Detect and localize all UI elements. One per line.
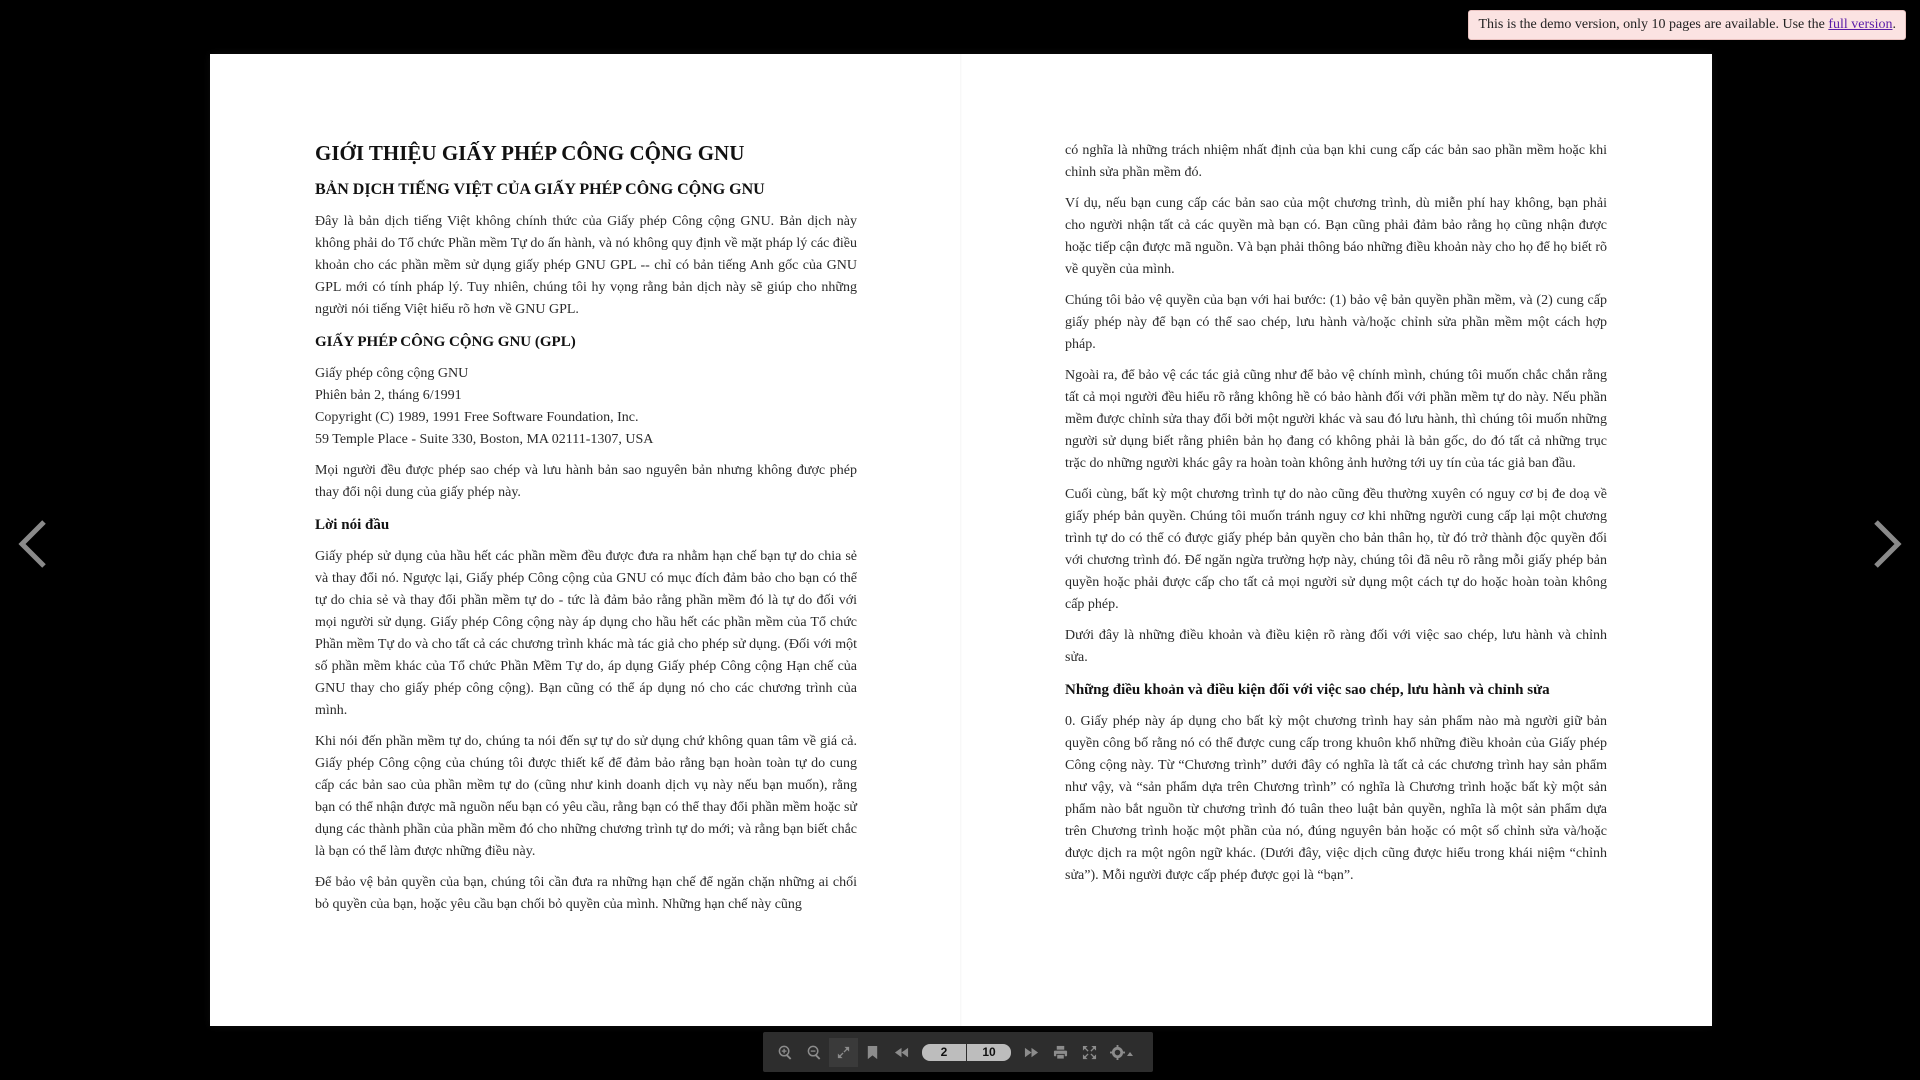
fit-view-button[interactable] xyxy=(829,1038,858,1067)
license-info-line: Copyright (C) 1989, 1991 Free Software Foundation, Inc. xyxy=(315,410,639,425)
print-icon xyxy=(1053,1045,1068,1060)
viewer-toolbar xyxy=(763,1032,1153,1072)
last-page-button[interactable] xyxy=(1017,1038,1046,1067)
copy-notice: Mọi người đều được phép sao chép và lưu hành bản sao nguyên bản nhưng không được phép thay đổi nội dung của giấy phép này. xyxy=(315,463,857,500)
settings-menu-button[interactable] xyxy=(1104,1038,1138,1067)
previous-page-button[interactable] xyxy=(14,516,54,572)
gpl-heading: GIẤY PHÉP CÔNG CỘNG GNU (GPL) xyxy=(315,334,576,350)
term-paragraph: 0. Giấy phép này áp dụng cho bất kỳ một chương trình hay sản phẩm nào mà người giữ bản quyền công bố rằng nó có thể được cung cấp trong khuôn khổ những điều khoản của Giấy phép Công cộng này. Từ “Chương trình” dưới đây có nghĩa là tất cả các chương trình hay sản phẩm như vậy, và “sản phẩm dựa trên Chương trình” có nghĩa là Chương trình hoặc bất kỳ một sản phẩm nào bắt nguồn từ chương trình đó tuân theo luật bản quyền, nghĩa là một sản phẩm dựa trên Chương trình hoặc một phần của nó, đúng nguyên bản hoặc có một số chỉnh sửa và/hoặc được dịch ra một ngôn ngữ khác. (Dưới đây, việc dịch cũng được hiểu trong khái niệm “chỉnh sửa”). Mỗi người được cấp phép được gọi là “bạn”. xyxy=(1065,714,1607,883)
demo-version-banner xyxy=(1468,10,1906,40)
page-fold xyxy=(960,54,962,1026)
first-page-button[interactable] xyxy=(887,1038,916,1067)
zoom-out-icon xyxy=(807,1045,822,1060)
print-button[interactable] xyxy=(1046,1038,1075,1067)
body-paragraph: có nghĩa là những trách nhiệm nhất định của bạn khi cung cấp các bản sao phần mềm hoặc khi chỉnh sửa phần mềm đó. xyxy=(1065,143,1607,180)
total-pages: 10 xyxy=(967,1044,1011,1061)
body-paragraph: Khi nói đến phần mềm tự do, chúng ta nói đến sự tự do sử dụng chứ không quan tâm về giá cả. Giấy phép Công cộng của chúng tôi được thiết kế để đảm bảo rằng bạn hoàn toàn tự do cung cấp các bản sao của phần mềm tự do (cũng như kinh doanh dịch vụ này nếu bạn muốn), rằng bạn có thể nhận được mã nguồn nếu bạn có yêu cầu, rằng bạn có thể thay đổi phần mềm hoặc sử dụng các thành phần của phần mềm đó cho những chương trình tự do mới; và rằng bạn biết chắc là bạn có thể làm được những điều này. xyxy=(315,734,857,859)
page-indicator xyxy=(922,1044,1011,1061)
demo-banner-text: This is the demo version, only 10 pages are available. Use the xyxy=(1478,17,1829,32)
body-paragraph: Giấy phép sử dụng của hầu hết các phần mềm đều được đưa ra nhằm hạn chế bạn tự do chia sẻ và thay đổi nó. Ngược lại, Giấy phép Công cộng của GNU có mục đích đảm bảo cho bạn có thể tự do chia sẻ và thay đổi phần mềm tự do - tức là đảm bảo rằng phần mềm đó là tự do đối với mọi người sử dụng. Giấy phép Công cộng này áp dụng cho hầu hết các phần mềm của Tổ chức Phần mềm Tự do và cho tất cả các chương trình khác mà tác giả cho phép sử dụng. (Đối với một số phần mềm khác của Tổ chức Phần Mềm Tự do, áp dụng Giấy phép Công cộng Hạn chế của GNU thay cho giấy phép công cộng). Bạn cũng có thể áp dụng nó cho các chương trình của mình. xyxy=(315,549,857,718)
body-paragraph: Chúng tôi bảo vệ quyền của bạn với hai bước: (1) bảo vệ bản quyền phần mềm, và (2) cung cấp giấy phép này để bạn có thể sao chép, lưu hành và/hoặc chỉnh sửa phần mềm một cách hợp pháp. xyxy=(1065,293,1607,352)
fast-forward-icon xyxy=(1024,1045,1039,1060)
license-info-line: Giấy phép công cộng GNU xyxy=(315,366,469,381)
terms-heading: Những điều khoản và điều kiện đối với việc sao chép, lưu hành và chỉnh sửa xyxy=(1065,682,1550,698)
bookmark-button[interactable] xyxy=(858,1038,887,1067)
full-version-link[interactable]: full version xyxy=(1828,17,1893,32)
current-page-input[interactable] xyxy=(922,1044,966,1061)
left-page xyxy=(315,138,857,925)
rewind-icon xyxy=(894,1045,909,1060)
fit-arrows-icon xyxy=(836,1045,851,1060)
fullscreen-button[interactable] xyxy=(1075,1038,1104,1067)
body-paragraph: Dưới đây là những điều khoản và điều kiện rõ ràng đối với việc sao chép, lưu hành và chỉnh sửa. xyxy=(1065,628,1607,665)
book-spread xyxy=(210,54,1712,1026)
zoom-in-button[interactable] xyxy=(771,1038,800,1067)
license-info-line: 59 Temple Place - Suite 330, Boston, MA 02111-1307, USA xyxy=(315,432,654,447)
intro-paragraph: Đây là bản dịch tiếng Việt không chính thức của Giấy phép Công cộng GNU. Bản dịch này không phải do Tổ chức Phần mềm Tự do ấn hành, và nó không quy định về mặt pháp lý các điều khoản cho các phần mềm sử dụng giấy phép GNU GPL -- chỉ có bản tiếng Anh gốc của GNU GPL mới có tính pháp lý. Tuy nhiên, chúng tôi hy vọng rằng bản dịch này sẽ giúp cho những người nói tiếng Việt hiểu rõ hơn về GNU GPL. xyxy=(315,214,857,317)
license-info xyxy=(315,363,857,451)
license-info-line: Phiên bản 2, tháng 6/1991 xyxy=(315,388,462,403)
fullscreen-icon xyxy=(1082,1045,1097,1060)
body-paragraph: Ngoài ra, để bảo vệ các tác giả cũng như để bảo vệ chính mình, chúng tôi muốn chắc chắn rằng tất cả mọi người đều hiểu rõ rằng không hề có bảo hành đối với phần mềm tự do này. Nếu phần mềm được chỉnh sửa thay đổi bởi một người khác và sau đó lưu hành, thì chúng tôi muốn những người sử dụng biết rằng phiên bản họ đang có không phải là bản gốc, do đó tất cả những trục trặc do những người khác gây ra hoàn toàn không ảnh hưởng tới uy tín của tác giả ban đầu. xyxy=(1065,368,1607,471)
document-subtitle: BẢN DỊCH TIẾNG VIỆT CỦA GIẤY PHÉP CÔNG CỘNG GNU xyxy=(315,181,765,198)
zoom-out-button[interactable] xyxy=(800,1038,829,1067)
body-paragraph: Để bảo vệ bản quyền của bạn, chúng tôi cần đưa ra những hạn chế để ngăn chặn những ai chối bỏ quyền của bạn, hoặc yêu cầu bạn chối bỏ quyền của mình. Những hạn chế này cũng xyxy=(315,875,857,912)
chevron-left-icon xyxy=(14,516,54,572)
next-page-button[interactable] xyxy=(1866,516,1906,572)
body-paragraph: Cuối cùng, bất kỳ một chương trình tự do nào cũng đều thường xuyên có nguy cơ bị đe doạ về giấy phép bản quyền. Chúng tôi muốn tránh nguy cơ khi những người cung cấp lại một chương trình tự do có thể có được giấy phép bản quyền cho bản thân họ, từ đó trở thành độc quyền đối với chương trình đó. Để ngăn ngừa trường hợp này, chúng tôi đã nêu rõ rằng mỗi giấy phép bản quyền hoặc phải được cấp cho tất cả mọi người sử dụng một cách tự do hoặc hoàn toàn không cấp phép. xyxy=(1065,487,1607,612)
caret-up-icon xyxy=(1127,1052,1133,1056)
document-title: GIỚI THIỆU GIẤY PHÉP CÔNG CỘNG GNU xyxy=(315,141,745,165)
right-page xyxy=(1065,140,1607,896)
gear-icon xyxy=(1110,1045,1125,1060)
demo-banner-suffix: . xyxy=(1892,17,1896,32)
zoom-in-icon xyxy=(778,1045,793,1060)
preface-heading: Lời nói đầu xyxy=(315,517,390,533)
body-paragraph: Ví dụ, nếu bạn cung cấp các bản sao của một chương trình, dù miễn phí hay không, bạn phải cho người nhận tất cả các quyền mà bạn có. Bạn cũng phải đảm bảo rằng họ cũng nhận được hoặc tiếp cận được mã nguồn. Và bạn phải thông báo những điều khoản này cho họ để họ biết rõ về quyền của mình. xyxy=(1065,196,1607,277)
bookmark-icon xyxy=(865,1045,880,1060)
chevron-right-icon xyxy=(1866,516,1906,572)
